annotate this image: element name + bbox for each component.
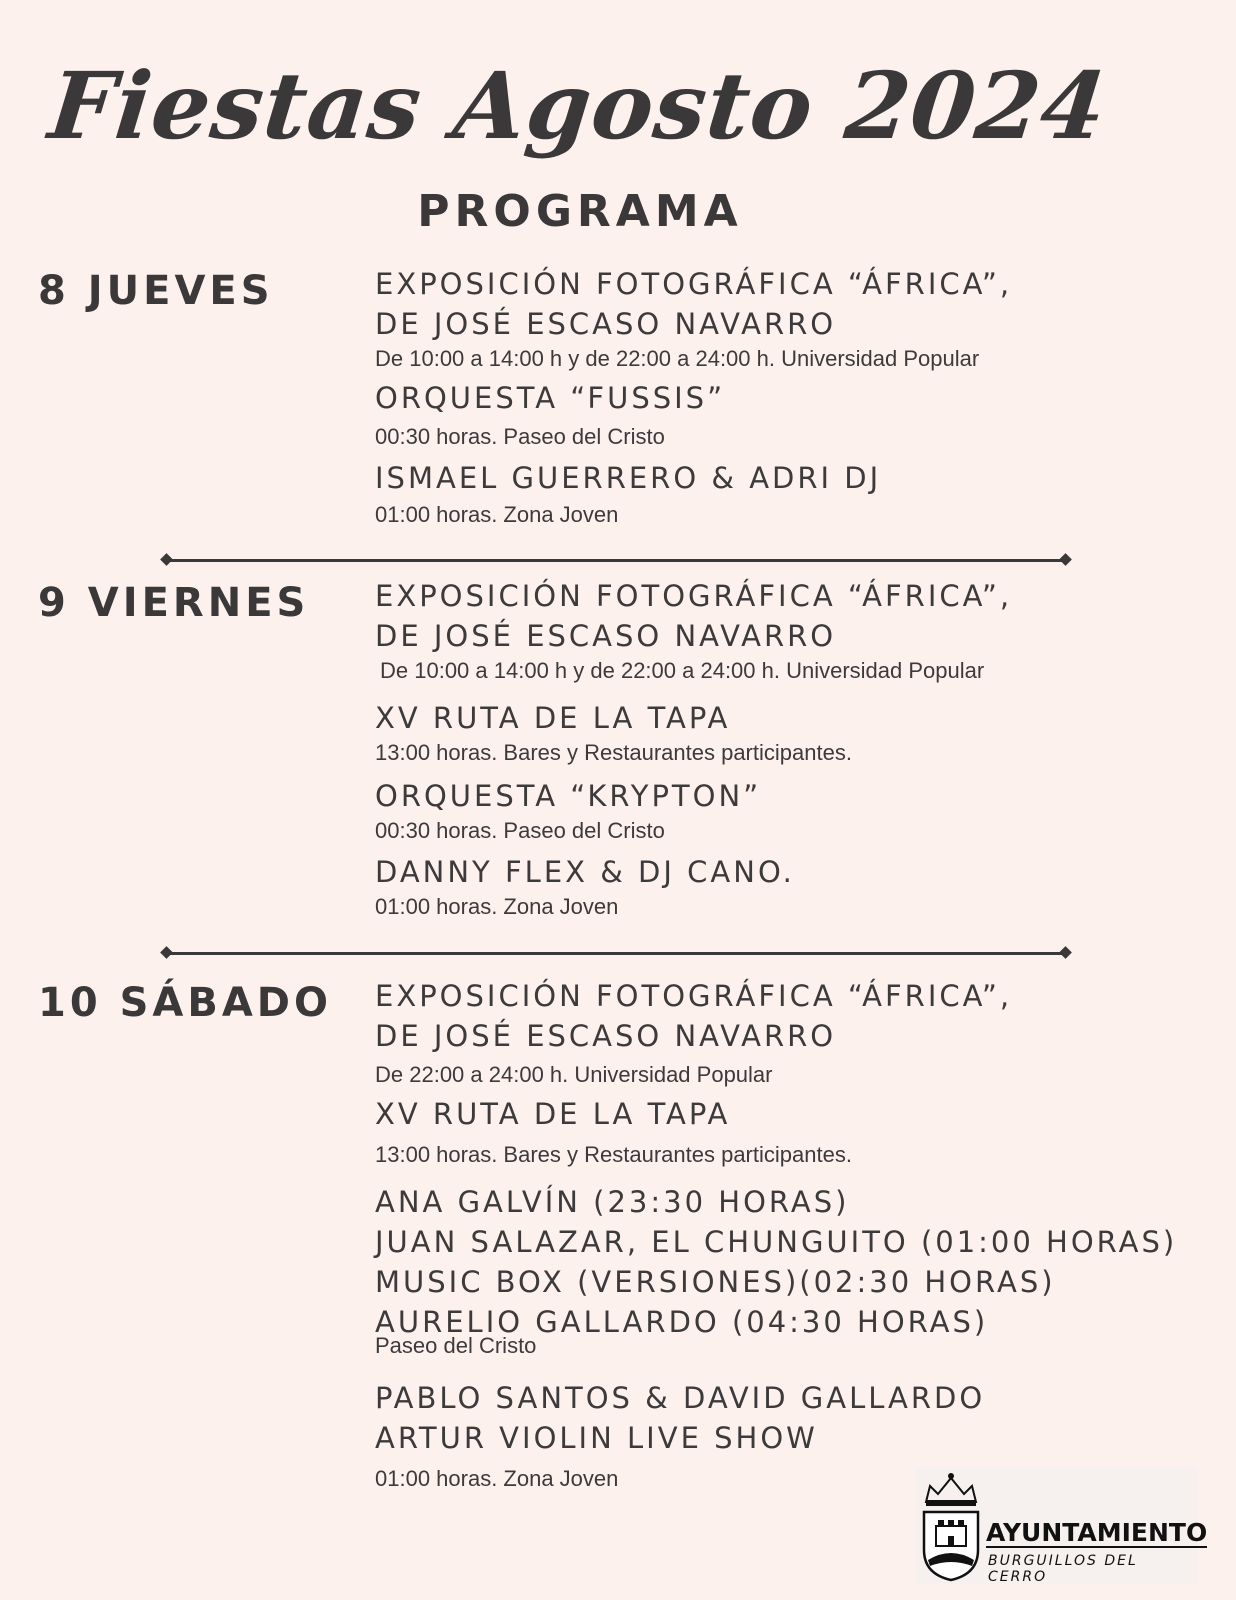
ayuntamiento-logo bbox=[916, 1468, 1208, 1585]
event-title: EXPOSICIÓN FOTOGRÁFICA “ÁFRICA”, bbox=[375, 579, 1013, 613]
day-heading: 9 VIERNES bbox=[38, 580, 310, 626]
event-title: ORQUESTA “KRYPTON” bbox=[375, 779, 762, 813]
event-title: DE JOSÉ ESCASO NAVARRO bbox=[375, 1019, 837, 1053]
logo-subtitle: BURGUILLOS DEL CERRO bbox=[988, 1553, 1138, 1585]
event-title: XV RUTA DE LA TAPA bbox=[375, 1097, 731, 1131]
event-detail: Paseo del Cristo bbox=[375, 1333, 537, 1358]
event-title: AURELIO GALLARDO (04:30 HORAS) bbox=[375, 1305, 989, 1339]
page-subtitle: PROGRAMA bbox=[417, 186, 743, 237]
section-divider bbox=[166, 559, 1066, 562]
event-detail: De 22:00 a 24:00 h. Universidad Popular bbox=[375, 1062, 773, 1087]
event-detail: De 10:00 a 14:00 h y de 22:00 a 24:00 h. Universidad Popular bbox=[380, 658, 985, 683]
coat-of-arms-icon bbox=[916, 1468, 986, 1584]
event-title: ANA GALVÍN (23:30 HORAS) bbox=[375, 1185, 850, 1219]
event-title: EXPOSICIÓN FOTOGRÁFICA “ÁFRICA”, bbox=[375, 267, 1013, 301]
logo-title: AYUNTAMIENTO bbox=[986, 1518, 1208, 1547]
section-divider bbox=[166, 952, 1066, 955]
event-title: DANNY FLEX & DJ CANO. bbox=[375, 855, 795, 889]
event-title: MUSIC BOX (VERSIONES)(02:30 HORAS) bbox=[375, 1265, 1056, 1299]
event-title: DE JOSÉ ESCASO NAVARRO bbox=[375, 619, 837, 653]
event-title: ISMAEL GUERRERO & ADRI DJ bbox=[375, 461, 882, 495]
event-detail: 00:30 horas. Paseo del Cristo bbox=[375, 818, 665, 843]
event-detail: 01:00 horas. Zona Joven bbox=[375, 1466, 619, 1491]
day-heading: 10 SÁBADO bbox=[38, 980, 333, 1026]
event-detail: 00:30 horas. Paseo del Cristo bbox=[375, 424, 665, 449]
event-detail: 01:00 horas. Zona Joven bbox=[375, 502, 619, 527]
event-detail: 13:00 horas. Bares y Restaurantes participantes. bbox=[375, 740, 852, 765]
day-events-list bbox=[375, 264, 1225, 530]
event-title: DE JOSÉ ESCASO NAVARRO bbox=[375, 307, 837, 341]
event-title: ARTUR VIOLIN LIVE SHOW bbox=[375, 1421, 818, 1455]
day-heading: 8 JUEVES bbox=[38, 268, 274, 314]
event-title: EXPOSICIÓN FOTOGRÁFICA “ÁFRICA”, bbox=[375, 979, 1013, 1013]
day-events-list bbox=[375, 576, 1225, 922]
event-detail: 13:00 horas. Bares y Restaurantes participantes. bbox=[375, 1142, 852, 1167]
event-title: JUAN SALAZAR, EL CHUNGUITO (01:00 HORAS) bbox=[375, 1225, 1178, 1259]
page-title: Fiestas Agosto 2024 bbox=[44, 52, 1112, 160]
event-title: XV RUTA DE LA TAPA bbox=[375, 701, 731, 735]
day-events-list bbox=[375, 976, 1225, 1494]
event-detail: De 10:00 a 14:00 h y de 22:00 a 24:00 h. Universidad Popular bbox=[375, 346, 980, 371]
event-title: ORQUESTA “FUSSIS” bbox=[375, 381, 726, 415]
event-detail: 01:00 horas. Zona Joven bbox=[375, 894, 619, 919]
event-title: PABLO SANTOS & DAVID GALLARDO bbox=[375, 1381, 986, 1415]
